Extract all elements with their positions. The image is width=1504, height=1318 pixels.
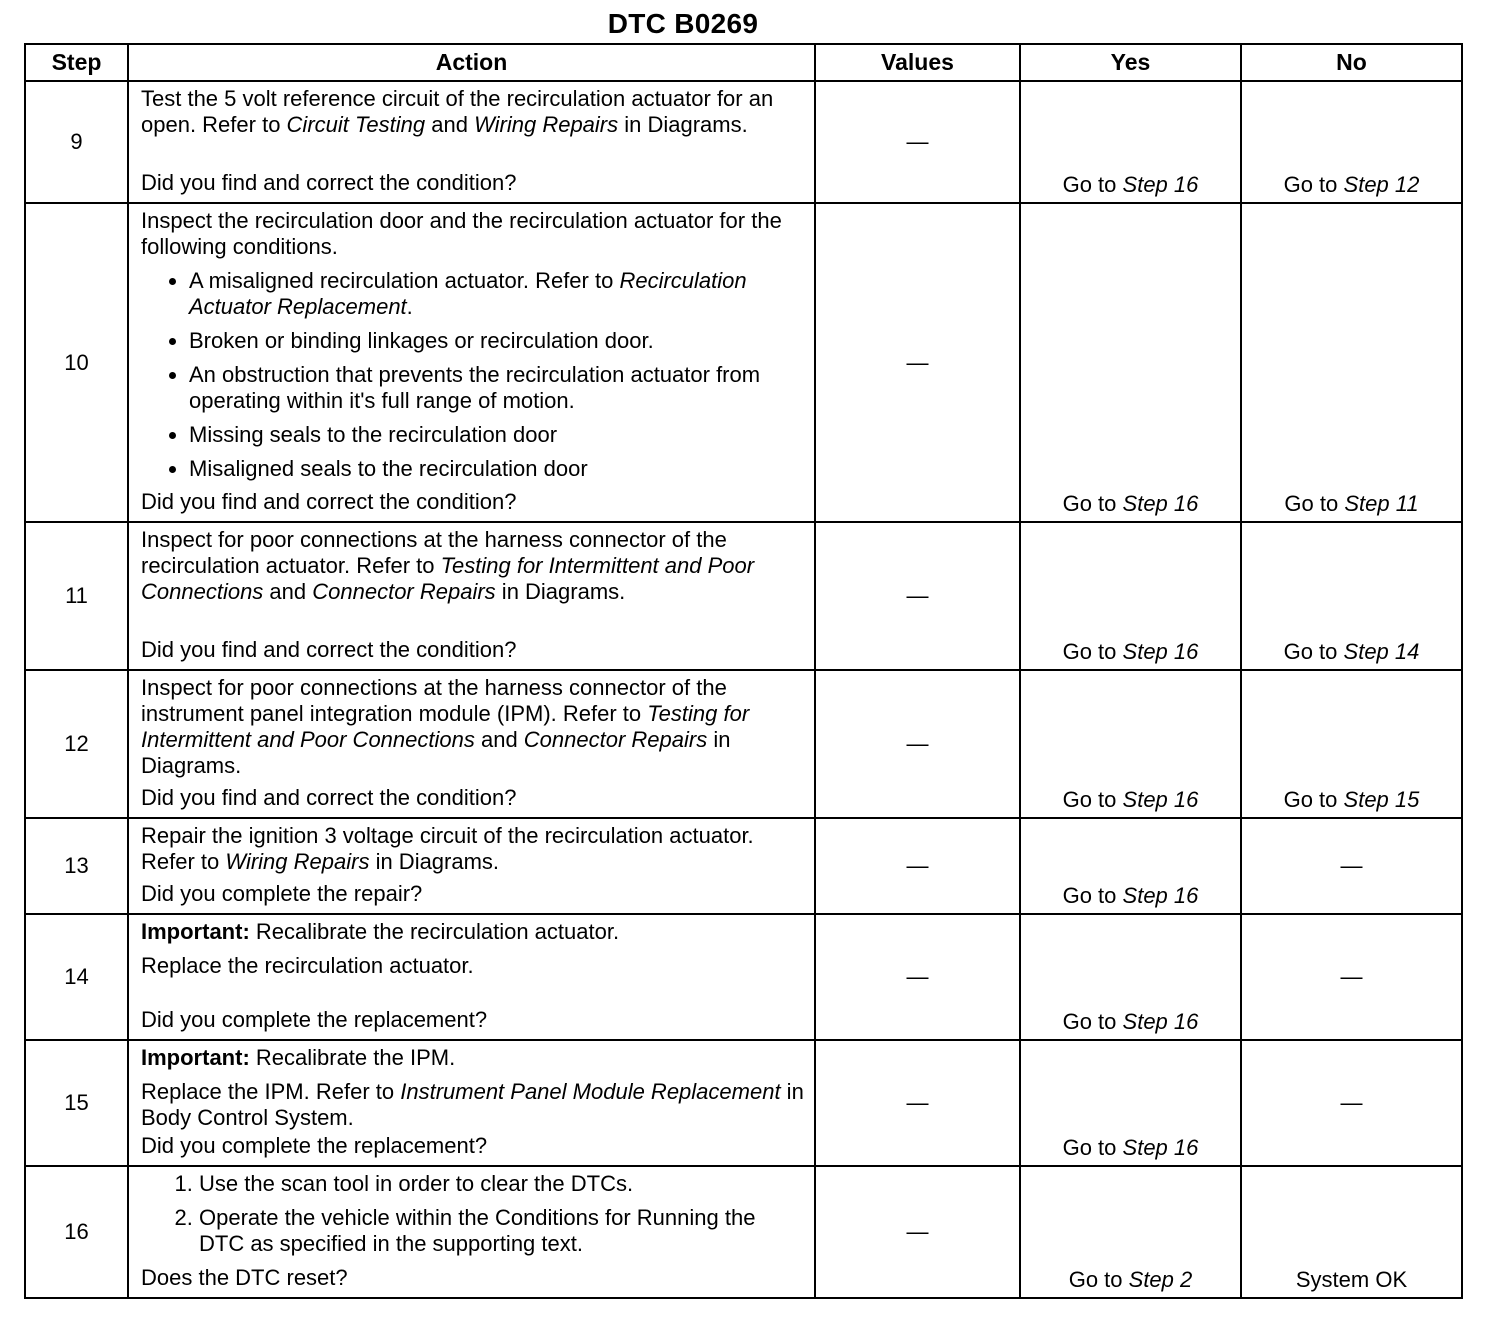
yes-cell: Go to Step 16 xyxy=(1020,522,1241,670)
table-row-step-14 xyxy=(25,914,1462,1040)
reference-link: Circuit Testing xyxy=(286,112,426,137)
no-cell: Go to Step 15 xyxy=(1241,670,1462,818)
list-item: • Missing seals to the recirculation door xyxy=(189,422,806,448)
action-cell xyxy=(128,818,815,914)
page-title: DTC B0269 xyxy=(607,8,759,39)
action-cell xyxy=(128,522,815,670)
table-row-step-10 xyxy=(25,203,1462,522)
yes-cell: Go to Step 16 xyxy=(1020,203,1241,522)
header-no: No xyxy=(1241,44,1462,81)
list-item: • Misaligned seals to the recirculation door xyxy=(189,456,806,482)
list-item: 2. Operate the vehicle within the Conditions for Running the DTC as specified in the supporting text. xyxy=(199,1205,806,1257)
no-cell: — xyxy=(1241,818,1462,914)
table-row-step-13 xyxy=(25,818,1462,914)
reference-link: Testing for Intermittent and Poor Connections xyxy=(141,553,755,604)
reference-link: Wiring Repairs xyxy=(474,112,619,137)
table-row-step-16 xyxy=(25,1166,1462,1298)
list-item: • Broken or binding linkages or recirculation door. xyxy=(189,328,806,354)
no-cell: — xyxy=(1241,1040,1462,1166)
no-cell: System OK xyxy=(1241,1166,1462,1298)
action-text: Inspect for poor connections at the harness connector of the instrument panel integration module (IPM). Refer to Testing for Intermittent and Poor Connections and Connector Repairs in Diagrams. xyxy=(141,675,750,778)
action-cell xyxy=(128,670,815,818)
header-action: Action xyxy=(128,44,815,81)
yes-cell: Go to Step 2 xyxy=(1020,1166,1241,1298)
values-cell: — xyxy=(815,81,1020,203)
action-text: Inspect for poor connections at the harness connector of the recirculation actuator. Refer to Testing for Intermittent and Poor Connections and Connector Repairs in Diagrams. xyxy=(141,527,755,604)
header-values: Values xyxy=(815,44,1020,81)
reference-link: Wiring Repairs xyxy=(225,849,370,874)
reference-link: Instrument Panel Module Replacement xyxy=(400,1079,781,1104)
action-text: Replace the IPM. Refer to Instrument Panel Module Replacement in Body Control System. xyxy=(141,1079,804,1130)
values-cell: — xyxy=(815,670,1020,818)
important-label: Important: xyxy=(141,919,250,944)
list-item: • A misaligned recirculation actuator. Refer to Recirculation Actuator Replacement. xyxy=(189,268,806,320)
header-yes: Yes xyxy=(1020,44,1241,81)
values-cell: — xyxy=(815,522,1020,670)
step-number: 13 xyxy=(25,818,128,914)
table-row-step-11 xyxy=(25,522,1462,670)
no-cell: Go to Step 11 xyxy=(1241,203,1462,522)
step-number: 9 xyxy=(25,81,128,203)
action-question: Did you complete the replacement? xyxy=(141,1007,488,1032)
action-question: Does the DTC reset? xyxy=(141,1265,348,1290)
reference-link: Connector Repairs xyxy=(312,579,496,604)
no-cell: Go to Step 14 xyxy=(1241,522,1462,670)
action-text: Inspect the recirculation door and the recirculation actuator for the following conditions. xyxy=(141,208,782,259)
action-cell xyxy=(128,1040,815,1166)
procedure-list xyxy=(141,1171,806,1257)
action-question: Did you complete the replacement? xyxy=(141,1133,488,1158)
reference-link: Recirculation Actuator Replacement xyxy=(189,268,747,319)
yes-cell: Go to Step 16 xyxy=(1020,1040,1241,1166)
values-cell: — xyxy=(815,1166,1020,1298)
values-cell: — xyxy=(815,203,1020,522)
action-question: Did you find and correct the condition? xyxy=(141,637,517,662)
values-cell: — xyxy=(815,818,1020,914)
yes-cell: Go to Step 16 xyxy=(1020,914,1241,1040)
step-number: 12 xyxy=(25,670,128,818)
important-note: Important: Recalibrate the recirculation actuator. xyxy=(141,919,620,944)
step-number: 11 xyxy=(25,522,128,670)
table-row-step-12 xyxy=(25,670,1462,818)
values-cell: — xyxy=(815,1040,1020,1166)
action-text: Test the 5 volt reference circuit of the recirculation actuator for an open. Refer to Circuit Testing and Wiring Repairs in Diagrams. xyxy=(141,86,774,137)
action-cell xyxy=(128,81,815,203)
important-note: Important: Recalibrate the IPM. xyxy=(141,1045,456,1070)
action-cell xyxy=(128,1166,815,1298)
header-step: Step xyxy=(25,44,128,81)
action-cell xyxy=(128,914,815,1040)
step-number: 14 xyxy=(25,914,128,1040)
action-question: Did you find and correct the condition? xyxy=(141,170,517,195)
diagnostic-table xyxy=(24,43,1463,1299)
header-row xyxy=(25,44,1462,81)
table-row-step-15 xyxy=(25,1040,1462,1166)
action-text: Repair the ignition 3 voltage circuit of the recirculation actuator. Refer to Wiring Repairs in Diagrams. xyxy=(141,823,754,874)
action-text: Replace the recirculation actuator. xyxy=(141,953,474,978)
yes-cell: Go to Step 16 xyxy=(1020,670,1241,818)
action-question: Did you complete the repair? xyxy=(141,881,423,906)
yes-cell: Go to Step 16 xyxy=(1020,81,1241,203)
list-item: 1. Use the scan tool in order to clear the DTCs. xyxy=(199,1171,806,1197)
condition-list xyxy=(141,268,806,482)
no-cell: — xyxy=(1241,914,1462,1040)
table-row-step-9 xyxy=(25,81,1462,203)
reference-link: Connector Repairs xyxy=(523,727,708,752)
action-cell xyxy=(128,203,815,522)
action-question: Did you find and correct the condition? xyxy=(141,785,517,810)
values-cell: — xyxy=(815,914,1020,1040)
important-label: Important: xyxy=(141,1045,250,1070)
reference-link: Testing for Intermittent and Poor Connections xyxy=(141,701,750,752)
step-number: 16 xyxy=(25,1166,128,1298)
list-item: • An obstruction that prevents the recirculation actuator from operating within it's full range of motion. xyxy=(189,362,806,414)
step-number: 10 xyxy=(25,203,128,522)
action-question: Did you find and correct the condition? xyxy=(141,489,517,514)
no-cell: Go to Step 12 xyxy=(1241,81,1462,203)
step-number: 15 xyxy=(25,1040,128,1166)
yes-cell: Go to Step 16 xyxy=(1020,818,1241,914)
